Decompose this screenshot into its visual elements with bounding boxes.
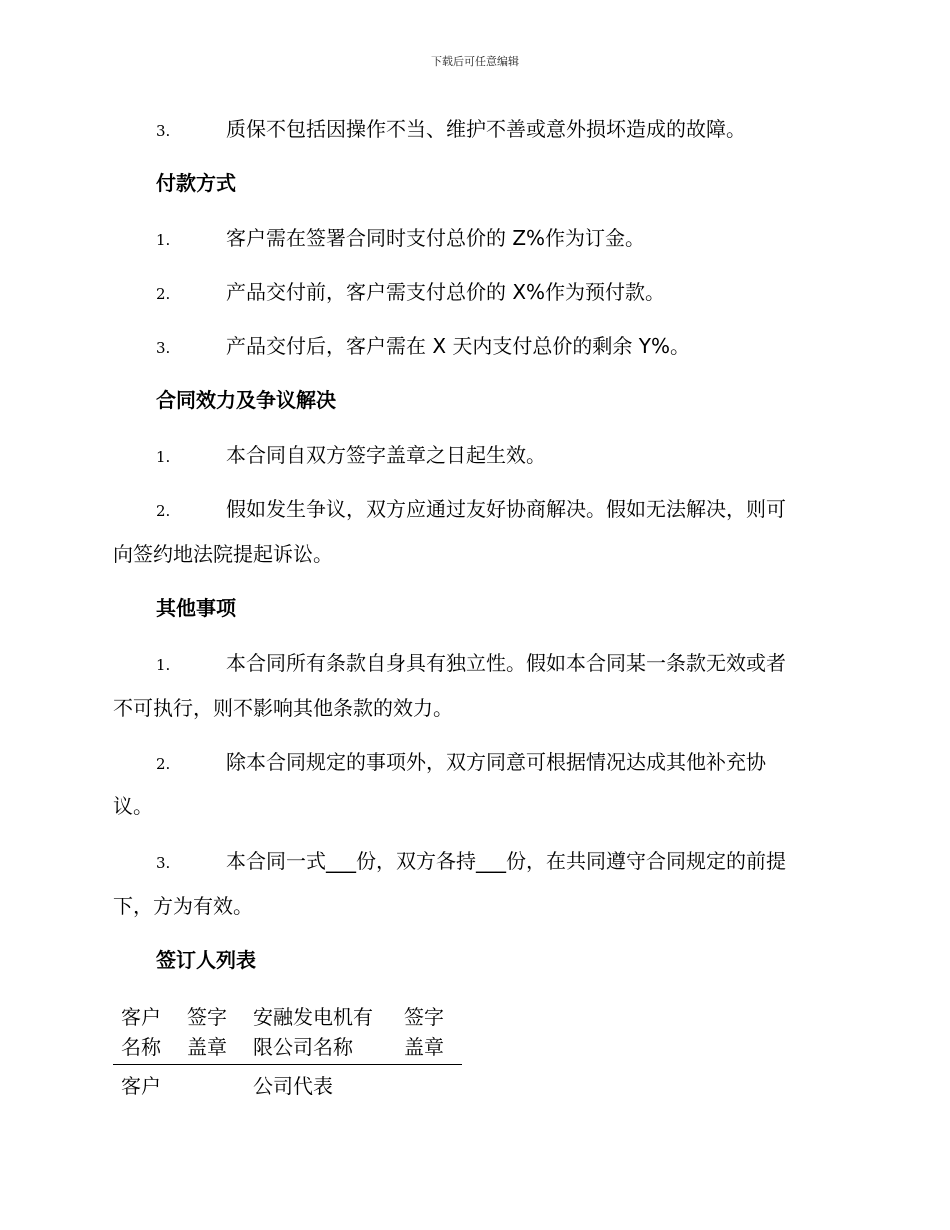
- item-text: 本合同一式___份，双方各持___份，在共同遵守合同规定的前提: [226, 849, 786, 873]
- payment-item-2: [113, 269, 838, 317]
- item-text: 本合同自双方签字盖章之日起生效。: [226, 443, 546, 467]
- cell-text: 客户: [121, 1074, 161, 1098]
- section-heading-other: 其他事项: [156, 596, 236, 620]
- item-text: 质保不包括因操作不当、维护不善或意外损坏造成的故障。: [226, 117, 746, 141]
- table-cell: [179, 1002, 245, 1065]
- table-cell: [179, 1065, 245, 1102]
- table-cell: [245, 1065, 396, 1102]
- cell-text: 签字 盖章: [187, 1005, 227, 1059]
- item-text: 产品交付后，客户需在 X 天内支付总价的剩余 Y%。: [226, 334, 690, 358]
- table-cell: [396, 1065, 462, 1102]
- cell-text: 客户 名称: [121, 1005, 161, 1059]
- item-number: 3.: [156, 339, 171, 357]
- item-number: 3.: [156, 854, 171, 872]
- table-row: [113, 1002, 462, 1065]
- table-cell: [245, 1002, 396, 1065]
- other-item-1-continued: 不可执行，则不影响其他条款的效力。: [113, 696, 453, 720]
- section-heading-validity: 合同效力及争议解决: [156, 388, 336, 412]
- other-item-1: [113, 640, 838, 688]
- validity-item-2: [113, 486, 838, 534]
- item-number: 2.: [156, 755, 171, 773]
- item-text: 假如发生争议，双方应通过友好协商解决。假如无法解决，则可: [226, 497, 786, 521]
- cell-text: 签字 盖章: [404, 1005, 444, 1059]
- other-item-2-continued: 议。: [113, 794, 153, 818]
- section-heading-signatories: 签订人列表: [156, 948, 256, 972]
- item-number: 2.: [156, 285, 171, 303]
- cell-text: 安融发电机有 限公司名称: [253, 1005, 373, 1059]
- warranty-item-3: [113, 106, 838, 154]
- other-item-3-continued: 下，方为有效。: [113, 894, 253, 918]
- table-row: [113, 1065, 462, 1102]
- item-number: 2.: [156, 502, 171, 520]
- other-item-2: [113, 739, 838, 787]
- item-text: 产品交付前，客户需支付总价的 X%作为预付款。: [226, 280, 666, 304]
- item-number: 1.: [156, 448, 171, 466]
- validity-item-2-continued: 向签约地法院提起诉讼。: [113, 542, 333, 566]
- item-number: 1.: [156, 231, 171, 249]
- item-text: 除本合同规定的事项外，双方同意可根据情况达成其他补充协: [226, 750, 766, 774]
- cell-text: 公司代表: [253, 1074, 333, 1098]
- table-cell: [113, 1002, 179, 1065]
- section-heading-payment: 付款方式: [156, 171, 236, 195]
- payment-item-3: [113, 323, 838, 371]
- table-cell: [113, 1065, 179, 1102]
- page-header: 下载后可任意编辑: [431, 55, 519, 68]
- item-text: 客户需在签署合同时支付总价的 Z%作为订金。: [226, 226, 646, 250]
- item-number: 1.: [156, 656, 171, 674]
- validity-item-1: [113, 432, 838, 480]
- item-number: 3.: [156, 122, 171, 140]
- signatory-table: [113, 1002, 462, 1101]
- item-text: 本合同所有条款自身具有独立性。假如本合同某一条款无效或者: [226, 651, 786, 675]
- table-cell: [396, 1002, 462, 1065]
- other-item-3: [113, 838, 838, 886]
- payment-item-1: [113, 215, 838, 263]
